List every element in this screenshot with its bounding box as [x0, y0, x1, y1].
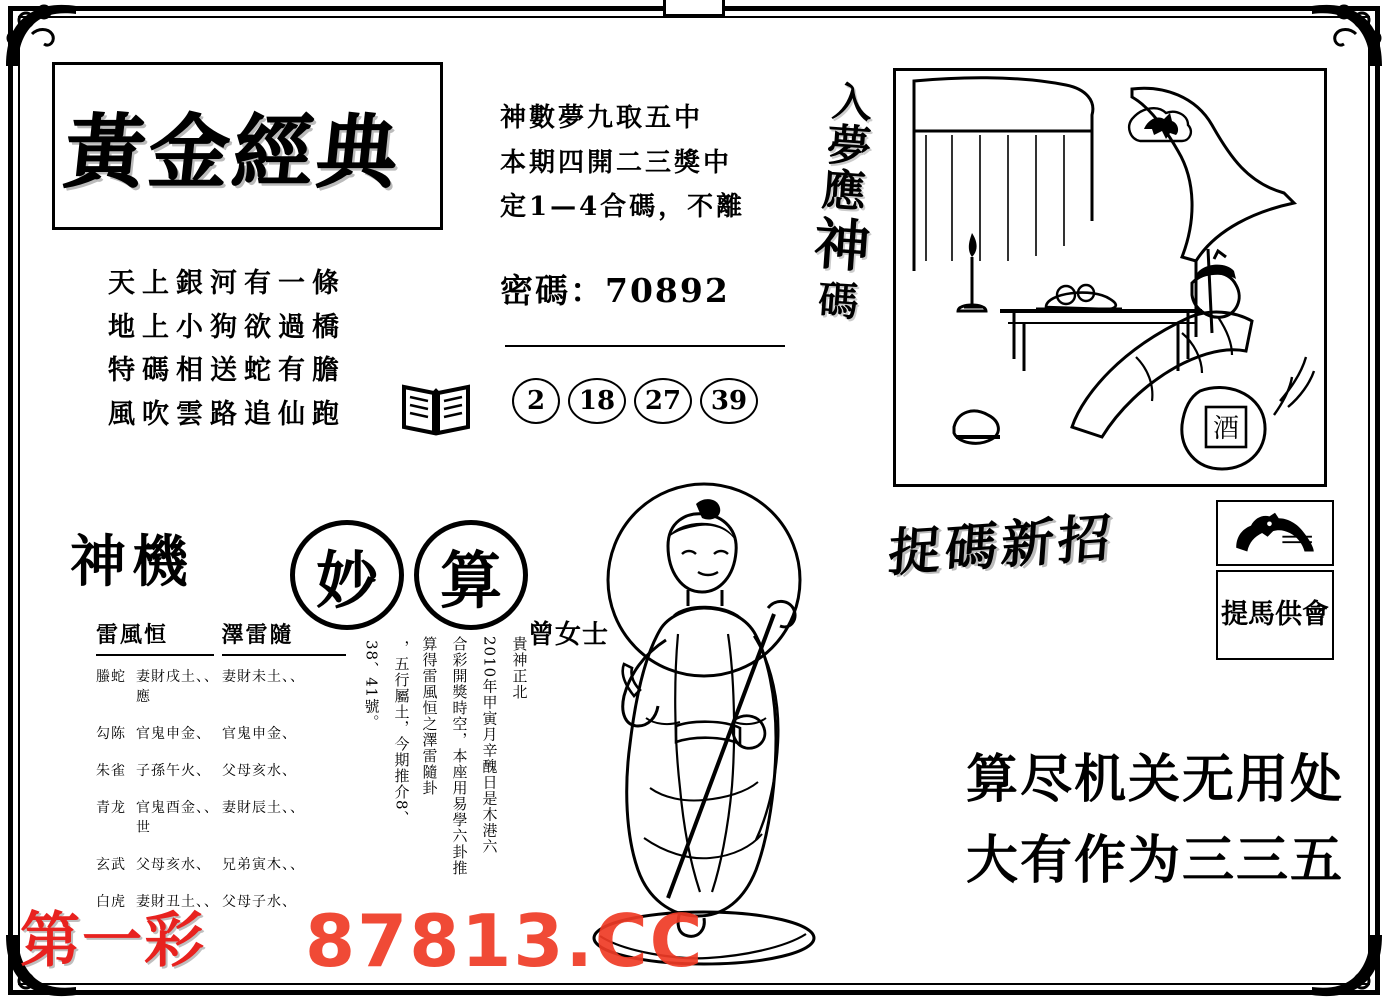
brush-char: 應: [820, 164, 868, 219]
miaosuan-char: 妙: [290, 520, 404, 630]
shenji-title: 神機: [70, 529, 194, 595]
badge-line: 提馬: [1221, 598, 1275, 630]
article-column: ，五行屬土，今期推介8、: [392, 640, 411, 827]
lottery-number: 2: [512, 378, 560, 424]
lottery-numbers: [512, 378, 758, 424]
corner-ornament-icon: [2, 0, 80, 70]
row-right: 父母子水、: [222, 894, 297, 910]
hexagram-header: 澤雷隨: [222, 618, 346, 656]
lottery-number: 39: [700, 378, 758, 424]
password-label: 密碼：70892: [500, 271, 730, 310]
author-signature: 曾女士: [528, 620, 610, 650]
headline-line: 定1—4合碼，不離: [500, 192, 746, 223]
hexagram-table: [96, 618, 346, 928]
poem-line: 地上小狗欲過橋: [108, 311, 346, 343]
border-top-notch: [663, 0, 725, 17]
table-row: [96, 666, 346, 706]
divider: [505, 345, 785, 347]
badge-line: 供會: [1275, 598, 1329, 630]
slogan-line: 算尽机关无用处: [965, 750, 1344, 810]
article-column: 貴神正北: [510, 636, 529, 700]
article-column: 合彩開獎時空，本座用易學六卦推: [450, 636, 469, 876]
svg-text:酒: 酒: [1212, 414, 1240, 444]
article-column: 2010年甲寅月辛醜日是木港六: [480, 636, 499, 855]
miaosuan-title: [290, 520, 528, 630]
book-icon: [400, 375, 472, 437]
row-left: 妻財戌土、、應: [136, 669, 219, 705]
row-left: 官鬼申金、: [136, 726, 211, 742]
row-right: 妻財未土、、: [222, 669, 305, 685]
corner-ornament-icon: [1308, 0, 1386, 70]
poem-block: [108, 262, 408, 437]
brush-char: 神: [811, 211, 873, 281]
row-god: 螣蛇: [96, 669, 126, 685]
article-column: 算得雷風恒之澤雷隨卦: [420, 636, 439, 796]
corner-ornament-icon: [1308, 931, 1386, 1001]
hexagram-headers: [96, 618, 346, 656]
row-left: 官鬼酉金、、世: [136, 800, 219, 836]
brush-char: 碼: [816, 276, 860, 327]
article-column: 38、41號。: [362, 640, 381, 731]
watermark-url: 87813.CC: [305, 899, 705, 983]
row-left: 妻財丑土、、: [136, 894, 219, 910]
table-row: [96, 854, 346, 874]
row-god: 白虎: [96, 894, 126, 910]
row-god: 玄武: [96, 857, 126, 873]
row-god: 勾陈: [96, 726, 126, 742]
watermark-brand: 第一彩: [20, 906, 206, 976]
row-right: 官鬼申金、: [222, 726, 297, 742]
brush-char: 入: [830, 77, 874, 128]
illustration-panel: [893, 68, 1327, 487]
slogan-line: 大有作为三三五: [965, 830, 1344, 891]
headline-block: [500, 96, 800, 230]
poem-line: 特碼相送蛇有膽: [108, 355, 346, 387]
slogan-block: [894, 740, 1344, 901]
row-god: 朱雀: [96, 763, 126, 779]
row-right: 兄弟寅木、、: [222, 857, 305, 873]
headline-line: 神數夢九取五中: [500, 103, 704, 133]
lottery-number: 18: [568, 378, 626, 424]
table-row: [96, 760, 346, 780]
table-row: [96, 723, 346, 743]
page-title: 黃金經典: [60, 105, 407, 199]
poem-line: 風吹雲路追仙跑: [108, 399, 346, 431]
miaosuan-char: 算: [414, 520, 528, 630]
poem-line: 天上銀河有一條: [108, 268, 346, 299]
row-left: 子孫午火、: [136, 763, 211, 779]
horse-icon: [1216, 500, 1334, 566]
row-right: 妻財辰土、、: [222, 800, 305, 816]
lottery-number: 27: [634, 378, 692, 424]
headline-line: 本期四開二三獎中: [500, 147, 733, 178]
catch-code-title: 捉碼新招: [886, 507, 1117, 585]
table-row: [96, 797, 346, 837]
brush-char: 夢: [825, 119, 873, 174]
hexagram-header: 雷風恒: [96, 618, 214, 656]
row-right: 父母亥水、: [222, 763, 297, 779]
horse-badge: [1216, 500, 1330, 652]
horse-badge-text: [1216, 570, 1334, 660]
row-left: 父母亥水、: [136, 857, 211, 873]
row-god: 青龙: [96, 800, 126, 816]
